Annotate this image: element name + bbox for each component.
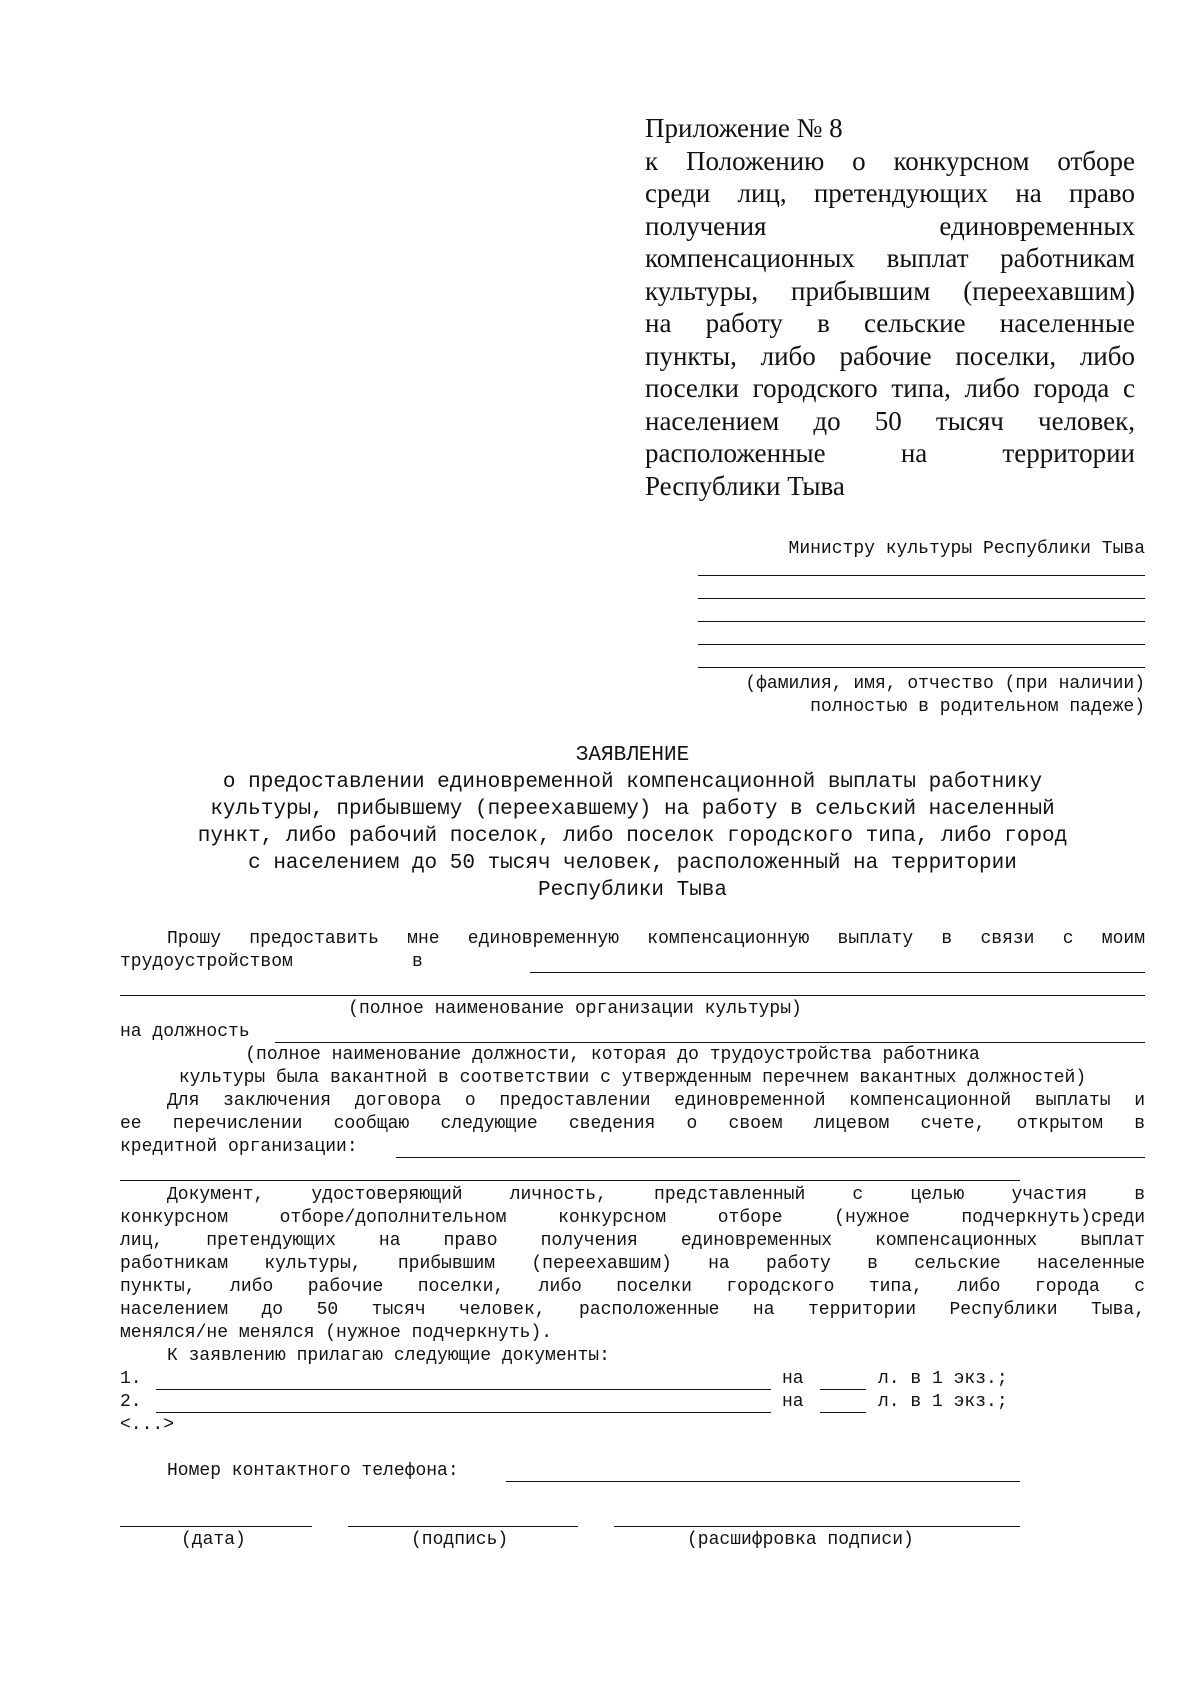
signature-caption: (подпись) [411,1530,509,1550]
position-caption-2: культуры была вакантной в соответствии с утвержденным перечнем вакантных должностей) [178,1068,1087,1088]
attachment-1-field[interactable] [156,1389,771,1390]
heading-line: пункт, либо рабочий поселок, либо поселок городского типа, либо город [197,825,1068,848]
attachment-2-field[interactable] [156,1412,771,1413]
appendix-body [645,145,1135,503]
addressee-name-line-4[interactable] [698,644,1145,645]
addressee-name-line-3[interactable] [698,621,1145,622]
signature-decode-field-line[interactable] [614,1526,1020,1527]
appendix-line: компенсационных выплат работникам [645,243,1135,273]
organization-field-line-1[interactable] [530,972,1145,973]
phone-label: Номер контактного телефона: [167,1461,459,1481]
attachment-na-label: на [782,1369,804,1389]
attachment-copies-label: л. в 1 экз.; [878,1392,1008,1412]
organization-field-line-2[interactable] [120,995,1145,996]
appendix-line: к Положению о конкурсном отборе [645,145,1135,176]
document-line-4: работникам культуры, прибывшим (переехавшим) на работу в сельские населенные [120,1254,1145,1274]
heading-line: о предоставлении единовременной компенсационной выплаты работнику [222,771,1043,794]
heading-line: с населением до 50 тысяч человек, расположенный на территории [248,852,1017,875]
document-line-7: менялся/не менялся (нужное подчеркнуть). [120,1323,553,1343]
phone-field-line[interactable] [506,1481,1020,1482]
attachment-1-pages-field[interactable] [820,1389,866,1390]
appendix-title: Приложение № 8 [645,113,843,143]
appendix-line: населением до 50 тысяч человек, [645,405,1135,436]
account-field-line-1[interactable] [396,1157,1145,1158]
request-in-label: в [412,952,423,972]
signature-field-line[interactable] [348,1526,578,1527]
account-line-1: Для заключения договора о предоставлении единовременной компенсационной выплаты и [167,1091,1145,1111]
appendix-line: Республики Тыва [645,470,845,501]
appendix-line: пункты, либо рабочие поселки, либо [645,340,1135,371]
organization-caption: (полное наименование организации культуры) [348,999,802,1019]
caption-line: (фамилия, имя, отчество (при наличии) [745,674,1145,694]
attachment-number: 1. [120,1369,142,1389]
position-caption-1: (полное наименование должности, которая до трудоустройства работника [245,1045,980,1065]
attachments-more: <...> [120,1415,175,1435]
appendix-line: получения единовременных [645,210,1135,241]
document-line-6: населением до 50 тысяч человек, расположенные на территории Республики Тыва, [120,1300,1145,1320]
account-field-line-2[interactable] [120,1180,1020,1181]
attachment-na-label: на [782,1392,804,1412]
signature-decode-caption: (расшифровка подписи) [687,1530,914,1550]
appendix-line: поселки городского типа, либо города с [645,373,1135,403]
attachment-number: 2. [120,1392,142,1412]
addressee: Министру культуры Республики Тыва [788,539,1145,559]
attachment-2-pages-field[interactable] [820,1412,866,1413]
appendix-line: культуры, прибывшим (переехавшим) [645,275,1135,306]
position-field-line[interactable] [275,1042,1145,1043]
document-line-5: пункты, либо рабочие поселки, либо поселки городского типа, либо города с [120,1277,1145,1297]
heading-title: ЗАЯВЛЕНИЕ [575,744,690,767]
addressee-name-line-5[interactable] [698,667,1145,668]
appendix-line: среди лиц, претендующих на право [645,178,1135,208]
addressee-caption [690,673,1145,719]
caption-line: полностью в родительном падеже) [810,697,1145,717]
account-line-2: ее перечислении сообщаю следующие сведения о своем лицевом счете, открытом в [120,1114,1145,1134]
request-employment-label: трудоустройством [120,952,293,972]
appendix-header [645,112,1135,502]
position-label: на должность [120,1022,250,1042]
attachment-copies-label: л. в 1 экз.; [878,1369,1008,1389]
addressee-name-line-1[interactable] [698,575,1145,576]
appendix-line: расположенные на территории [645,438,1135,468]
appendix-line: на работу в сельские населенные [645,308,1135,338]
account-line-3: кредитной организации: [120,1137,358,1157]
document-line-2: конкурсном отборе/дополнительном конкурсном отборе (нужное подчеркнуть)среди [120,1208,1145,1228]
addressee-name-line-2[interactable] [698,598,1145,599]
heading-line: культуры, прибывшему (переехавшему) на работу в сельский населенный [210,798,1055,821]
document-line-3: лиц, претендующих на право получения единовременных компенсационных выплат [120,1231,1145,1251]
attachments-intro: К заявлению прилагаю следующие документы: [167,1346,610,1366]
statement-heading [120,742,1145,904]
document-line-1: Документ, удостоверяющий личность, представленный с целью участия в [167,1185,1145,1205]
date-caption: (дата) [181,1530,246,1550]
heading-line: Республики Тыва [537,879,728,902]
request-line-1: Прошу предоставить мне единовременную компенсационную выплату в связи с моим [167,929,1145,949]
date-field-line[interactable] [120,1526,312,1527]
